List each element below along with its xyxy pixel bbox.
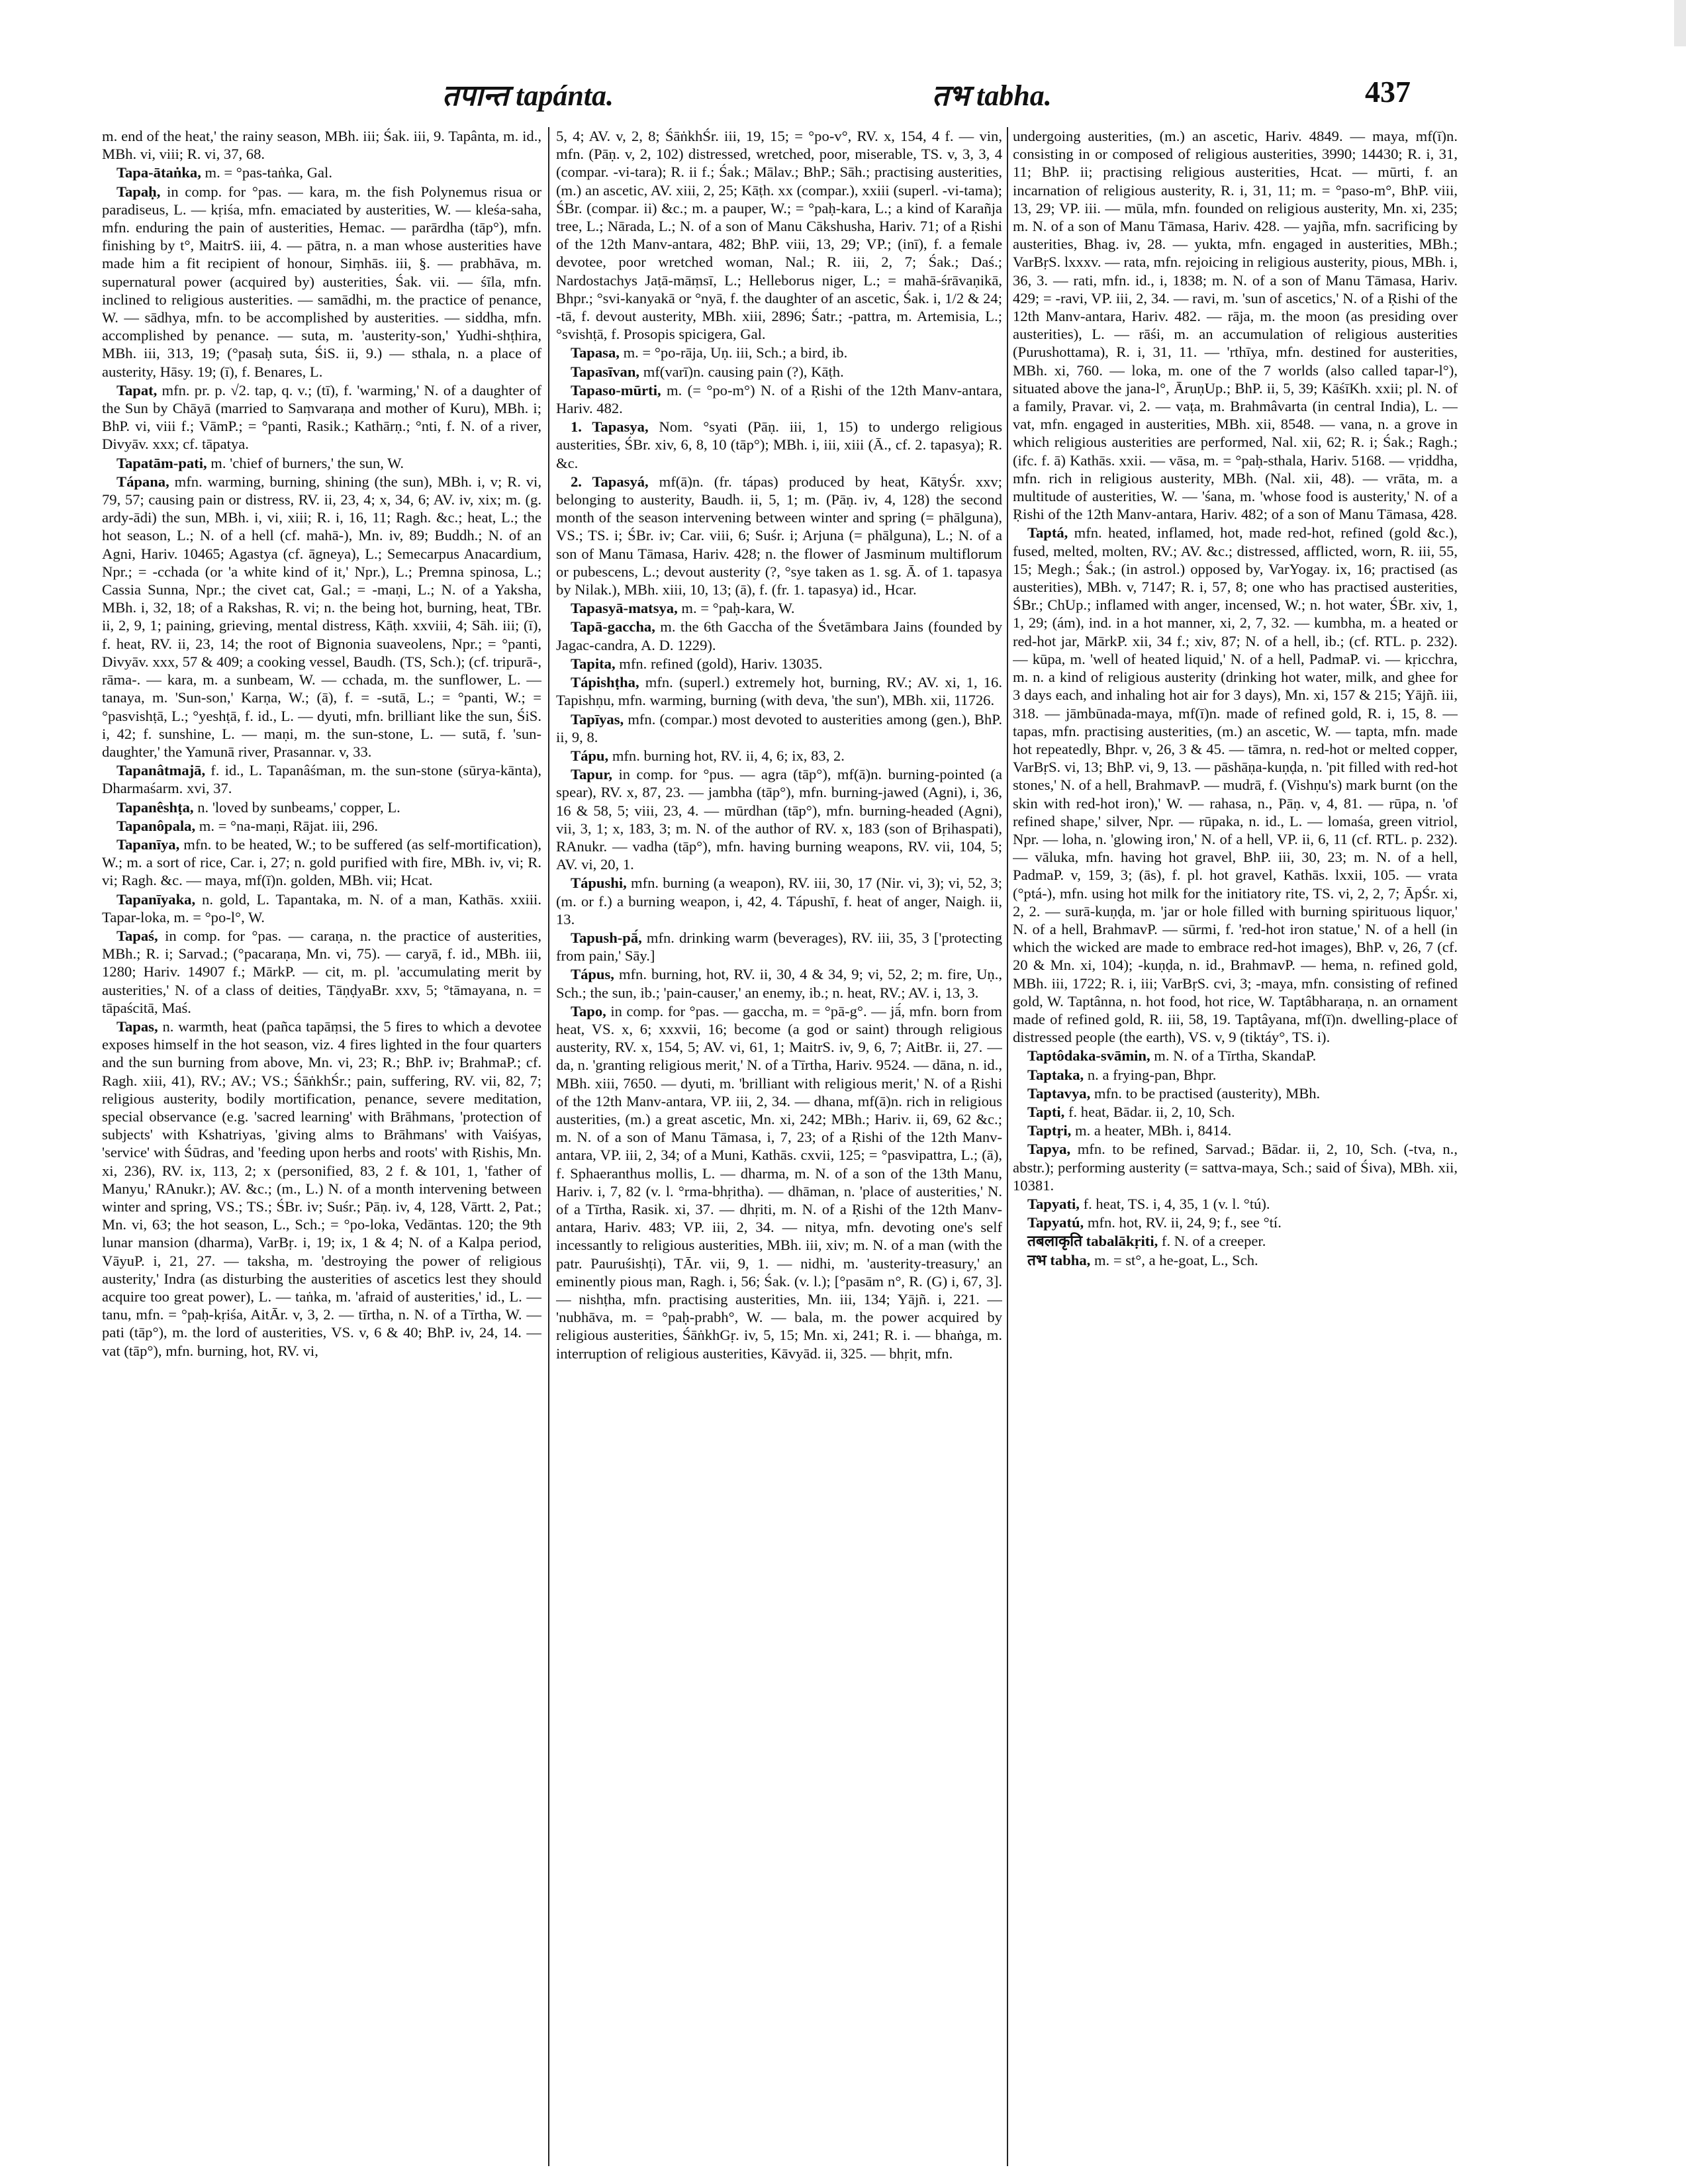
entry-definition: m. a heater, MBh. i, 8414. — [1075, 1122, 1232, 1139]
dictionary-entry — [556, 599, 1002, 617]
dictionary-entry — [556, 765, 1002, 873]
entry-definition: mfn. to be practised (austerity), MBh. — [1094, 1084, 1321, 1102]
entry-definition: mfn. to be refined, Sarvad.; Bādar. ii, 2, 10, Sch. (-tva, n., abstr.); performing austerity (= sattva-maya, Sch.; said of Śiva), MBh. xii, 10381. — [1013, 1141, 1458, 1194]
dictionary-entry — [1013, 1121, 1458, 1139]
column-3 — [1013, 127, 1458, 2146]
dictionary-entry — [1013, 1066, 1458, 1084]
dictionary-entry — [556, 929, 1002, 965]
entry-headword: Tapanêshṭa, — [117, 798, 194, 816]
entry-headword: तभ tabha, — [1027, 1251, 1091, 1268]
entry-headword: Tapasa, — [571, 344, 620, 361]
entry-definition: in comp. for °pas. — kara, m. the fish Polynemus risua or paradiseus, L. — kṛiśa, mfn. emaciated by austerities, W. — kleśa-saha, mfn. enduring the pain of austerities, Hemac. — parārdha (tāp°), mfn. finishing by t°, MaitrS. iii, 4. — pātra, n. a man whose austerities have made him a fit recipient of honour, Siṃhās. iii, §. — prabhāva, m. supernatural power (acquired by) austerities, Śak. vii. — śīla, mfn. inclined to religious austerities. — samādhi, m. the practice of penance, W. — sādhya, mfn. to be accomplished by austerities. — siddha, mfn. accomplished by penance. — suta, m. 'austerity-son,' Yudhi-shṭhira, MBh. iii, 313, 19; (°pasaḥ suta, ŚiS. ii, 9.) — sthala, n. a place of austerity, Hāsy. 19; (ī), f. Benares, L. — [102, 183, 541, 380]
dictionary-entry — [102, 761, 541, 797]
dictionary-entry — [1013, 524, 1458, 1046]
entry-headword: Tapya, — [1027, 1141, 1071, 1158]
entry-definition: mfn. hot, RV. ii, 24, 9; f., see °tí. — [1087, 1214, 1282, 1231]
entry-definition: mfn. burning, hot, RV. ii, 30, 4 & 34, 9; vi, 52, 2; m. fire, Uṇ., Sch.; the sun, ib.; 'pain-causer,' an enemy, ib.; n. heat, RV.; AV. i, 13, 3. — [556, 966, 1002, 1001]
entry-headword: Tapanôpala, — [117, 817, 196, 834]
entry-definition: m. = °po-rāja, Uṇ. iii, Sch.; a bird, ib. — [623, 344, 848, 361]
entry-headword: Tapaso-mūrti, — [571, 381, 661, 399]
entry-definition: mfn. pr. p. √2. tap, q. v.; (tī), f. 'warming,' N. of a daughter of the Sun by Chāyā (married to Saṃvaraṇa and mother of Kuru), MBh. i; BhP. vi, viii f.; VāmP.; = °panti, Rasik.; Kathārṇ.; °nti, f. N. of a river, Divyāv. xxx; cf. tāpatya. — [102, 381, 541, 453]
entry-headword: Tapatām-pati, — [117, 454, 207, 471]
dictionary-entry — [556, 673, 1002, 709]
entry-headword: Tapasīvan, — [571, 363, 640, 380]
dictionary-entry — [1013, 1084, 1458, 1102]
dictionary-entry — [556, 127, 1002, 343]
dictionary-entry — [556, 655, 1002, 673]
entry-definition: n. 'loved by sunbeams,' copper, L. — [197, 798, 400, 816]
entry-headword: Tapas, — [117, 1018, 158, 1035]
page-edge-shadow — [1674, 0, 1686, 46]
entry-definition: m. = st°, a he-goat, L., Sch. — [1094, 1251, 1258, 1268]
dictionary-entry — [1013, 1232, 1458, 1250]
entry-headword: Tapīyas, — [571, 710, 624, 728]
dictionary-entry — [102, 927, 541, 1017]
entry-headword: Tapaḥ, — [117, 183, 161, 200]
entry-headword: Taptaka, — [1027, 1066, 1084, 1083]
dictionary-entry — [556, 344, 1002, 361]
entry-headword: Tapyati, — [1027, 1195, 1080, 1212]
dictionary-entry — [556, 363, 1002, 381]
entry-headword: Tapita, — [571, 655, 616, 672]
entry-definition: mfn. warming, burning, shining (the sun), MBh. i, v; R. vi, 79, 57; causing pain or distress, RV. ii, 23, 4; x, 34, 6; AV. iv, xix; m. (g. ardy-ādi) the sun, MBh. i, vi, xiii; R. i, 16, 11; Ragh. &c.; heat, L.; the hot season, L.; N. of a hell (cf. mahā-), Mn. iv, 89; Buddh.; N. of an Agni, Hariv. 10465; Agastya (cf. āgneya), L.; Semecarpus Anacardium, Npr.; = -cchada (or 'a white kind of it,' Npr.), L.; Premna spinosa, L.; Cassia Sunna, Npr.; the civet cat, Gal.; = -maṇi, L.; N. of a Yaksha, MBh. i, 32, 18; of a Rakshas, R. vi; n. the being hot, burning, heat, TBr. ii, 2, 9, 1; paining, grieving, mental distress, Kāṭh. xxviii, 4; Sāh. iii; (ī), f. heat, RV. ii, 23, 14; the root of Bignonia suaveolens, Npr.; = °panti, Divyāv. xxx, 57 & 409; a cooking vessel, Baudh. (TS, Sch.); (cf. tripurā-, rāma-. — kara, m. a sunbeam, W. — cchada, m. the sunflower, L. — tanaya, m. 'Sun-son,' Karṇa, W.; (ā), f. = -sutā, L.; = °panti, W.; = °pasvishṭā, L.; °yeshṭā, f. id., L. — dyuti, mfn. brilliant like the sun, ŚiS. i, 42; f. sunshine, L. — maṇi, m. the sun-stone, L. — sutā, f. 'sun-daughter,' the Yamunā river, Prasannar. v, 33. — [102, 473, 541, 760]
entry-definition: m. = °pas-taṅka, Gal. — [205, 164, 332, 181]
entry-definition: m. end of the heat,' the rainy season, MBh. iii; Śak. iii, 9. Tapânta, m. id., MBh. vi, viii; R. vi, 37, 68. — [102, 128, 541, 163]
dictionary-entry — [102, 127, 541, 163]
dictionary-entry — [102, 1018, 541, 1360]
header-left-catchword: तपान्त tapánta. — [442, 79, 614, 112]
entry-definition: mfn. drinking warm (beverages), RV. iii, 35, 3 ['protecting from pain,' Sāy.] — [556, 929, 1002, 965]
dictionary-entry — [1013, 1213, 1458, 1231]
dictionary-entry — [556, 473, 1002, 598]
entry-headword: 1. Tapasya, — [571, 418, 649, 436]
entry-headword: Taptôdaka-svāmin, — [1027, 1047, 1150, 1065]
entry-definition: mf(ā)n. (fr. tápas) produced by heat, KātyŚr. xxv; belonging to austerity, Baudh. ii, 5, 1; m. (Pāṇ. iv, 4, 128) the second month of the season intervening between winter and spring (= phālguna), VS.; TS. i; ŚBr. iv; Car. viii, 6; Suśr. i; Arjuna (= phālguna), L.; N. of a son of Manu Tāmasa, Hariv. 428; n. the flower of Jasminum multiflorum or pubescens, L.; devout austerity (?, °sye taken as 1. sg. Ā. of 1. tapasya by Nilak.), MBh. xiii, 10, 13; (ā), f. (fr. 1. tapasya) id., Hcar. — [556, 473, 1002, 598]
entry-headword: Tapyatú, — [1027, 1214, 1084, 1231]
dictionary-entry — [1013, 1140, 1458, 1194]
entry-definition: m. (= °po-m°) N. of a Ṛishi of the 12th Manv-antara, Hariv. 482. — [556, 381, 1002, 417]
entry-definition: mf(varī)n. causing pain (?), Kāṭh. — [643, 363, 844, 380]
entry-definition: undergoing austerities, (m.) an ascetic, Hariv. 4849. — maya, mf(ī)n. consisting in or composed of religious austerities, 3990; 14430; R. i, 31, 11; BhP. ii; practising religious austerities, Hcat. — mūrti, f. an incarnation of religious austerity, R. i, 31, 11; m. = °paso-m°, BhP. viii, 13, 29; VP. iii. — mūla, mfn. founded on religious austerity, Mn. xi, 235; m. N. of a son of Manu Tāmasa, Hariv. 428. — yajña, mfn. sacrificing by austerities, Bhag. iv, 28. — yukta, mfn. engaged in austerities, MBh.; VarBṛS. lxxxv. — rata, mfn. rejoicing in religious austerity, pious, MBh. i, 36, 3. — rati, mfn. id., i, 1838; m. N. of a son of Manu Tāmasa, Hariv. 429; = -ravi, VP. iii, 2, 34. — ravi, m. 'sun of ascetics,' N. of a Ṛishi of the 12th Manv-antara, Hariv. 482. — rāja, m. the moon (as presiding over austerities), L. — rāśi, m. an accumulation of religious austerities (Purushottama), R. i, 31, 11. — 'rthīya, mfn. destined for austerities, MBh. xi, 760. — loka, m. one of the 7 worlds (also called tapar-l°), situated above the jana-l°, ĀruṇUp.; BhP. ii, 5, 39; KāśīKh. xxii; pl. N. of a family, Pravar. vi, 2. — vaṭa, m. Brahmâvarta (in central India), L. — vat, mfn. engaged in austerities, MBh. xii, 8548. — vana, n. a grove in which religious austerities are performed, Nal. xii, 62; R. i; Śak.; Ragh.; (ifc. f. ā) Kathās. xxii. — vāsa, m. = °paḥ-sthala, Hariv. 5168. — vṛiddha, mfn. rich in religious austerity, MBh. (Nal. xii, 48). — vrāta, m. a multitude of austerities, W. — 'śana, m. 'whose food is austerity,' N. of a Ṛishi of the 12th Manv-antara, Hariv. 482; of a son of Manu Tāmasa, 428. — [1013, 128, 1458, 523]
entry-definition: mfn. heated, inflamed, hot, made red-hot, refined (gold &c.), fused, melted, molten, RV.; AV. &c.; distressed, afflicted, worn, R. iii, 55, 15; Megh.; Śak.; (in astrol.) opposed by, VarYogay. ix, 16; practised (as austerities), MBh. v, 7147; R. i, 57, 8; one who has practised austerities, ŚBr.; ChUp.; inflamed with anger, incensed, W.; n. hot water, ŚBr. xiv, 1, 1, 29; (ám), ind. in a hot manner, xi, 2, 7, 32. — kumbha, m. a heated or red-hot jar, MārkP. xii, 34 f.; xiv, 87; N. of a hell, ib.; (cf. RTL. p. 232). — kūpa, m. 'well of heated liquid,' N. of a hell, PadmaP. vi. — kṛicchra, m. n. a kind of religious austerity (drinking hot water, milk, and ghee for 3 days each, and inhaling hot air for 3 days), Mn. xi, 157 & 215; Yājñ. iii, 318. — jāmbūnada-maya, mf(ī)n. made of refined gold, R. i, 15, 8. — tapas, mfn. practising austerities, (m.) an ascetic, W. — tapta, mfn. made hot repeatedly, Bhpr. v, 26, 3 & 45. — tāmra, n. red-hot or melted copper, VarBṛS. vi, 13; BhP. vi, 9, 13. — pāshāṇa-kuṇḍa, n. 'pit filled with red-hot stones,' N. of a hell, BrahmavP. — mudrā, f. (Vishṇu's) mark burnt (on the skin with red-hot iron),' W. — rahasa, n., Pāṇ. v, 4, 81. — rūpa, n. 'of refined shape,' silver, Npr. — rūpaka, n. id., L. — lomaśa, green vitriol, Npr. — loha, n. 'glowing iron,' N. of a hell, VP. ii, 6, 11 (cf. RTL. p. 232). — vāluka, mfn. having hot gravel, BhP. iii, 30, 23; m. N. of a hell, PadmaP. v, 159, 3; (ās), f. pl. hot gravel, Kathās. lxxii, 105. — vrata (°ptá-), mfn. using hot milk for the initiatory rite, TS. vi, 2, 2, 7; ĀpŚr. xi, 2, 2. — surā-kuṇḍa, m. 'jar or hole filled with burning spirituous liquor,' N. of a hell, BrahmavP. — sūrmi, f. 'red-hot iron statue,' N. of a hell (in which the wicked are made to embrace red-hot images), BhP. v, 26, 7 (cf. 20 & Mn. xi, 104); -kuṇḍa, n. id., BrahmavP. — hema, n. refined gold, MBh. iii, 1722; R. i, iii; VarBṛS. cvi, 3; -maya, mfn. consisting of refined gold, W. Taptânna, n. hot food, hot rice, W. Taptâbharaṇa, n. an ornament made of refined gold, R. iii, 58, 19. Taptâyana, mf(ī)n. dwelling-place of distressed people (the earth), VS. v, 9 (tiktáy°, TS. i). — [1013, 524, 1458, 1046]
entry-definition: n. gold, L. Tapantaka, m. N. of a man, Kathās. xxiii. Tapar-loka, m. = °po-l°, W. — [102, 890, 541, 926]
entry-definition: 5, 4; AV. v, 2, 8; ŚāṅkhŚr. iii, 19, 15; = °po-v°, RV. x, 154, 4 f. — vin, mfn. (Pāṇ. v, 2, 102) distressed, wretched, poor, miserable, TS. v, 3, 3, 4 (compar. -vi-tara); R. ii f.; Śak.; Mālav.; BhP.; Sāh.; practising austerities, (m.) an ascetic, AV. xiii, 2, 25; Kāṭh. xx (compar.), xxiii (superl. -vi-tama); ŚBr. (compar. ii) &c.; m. a pauper, W.; = °paḥ-kara, L.; a kind of Karañja tree, L.; Nārada, L.; N. of a son of Manu Cākshusha, Hariv. 71; of a Ṛishi of the 12th Manv-antara, 482; BhP. viii, 13, 29; VP.; (inī), f. a female devotee, poor wretched woman, Nal.; R. iii, 2, 7; Śak.; Daś.; Nardostachys Jaṭā-māṃsī, L.; Helleborus niger, L.; = mahā-śrāvaṇikā, Bhpr.; °svi-kanyakā or °nyā, f. the daughter of an ascetic, Śak. i, 1/2 & 24; -tā, f. devout austerity, MBh. xiii, 2896; Śatr.; -pattra, m. Artemisia, L.; °svishṭā, f. Prosopis spicigera, Gal. — [556, 128, 1002, 343]
dictionary-entry — [102, 835, 541, 890]
entry-headword: Tapush-pā́, — [571, 929, 642, 946]
dictionary-entry — [102, 454, 541, 472]
entry-headword: Tápu, — [571, 747, 609, 764]
dictionary-entry — [102, 798, 541, 816]
entry-headword: Tapaś, — [117, 927, 158, 944]
dictionary-entry — [102, 817, 541, 835]
entry-definition: in comp. for °pas. — gaccha, m. = °pā-g°. — jā́, mfn. born from heat, VS. x, 6; xxxvii, 16; become (a god or saint) through religious austerity, RV. x, 154, 5; AV. vi, 61, 1; MaitrS. iv, 9, 6, 7; AitBr. ii, 27. — da, n. 'granting religious merit,' N. of a Tīrtha, Hariv. 9524. — dāna, n. id., MBh. xiii, 7650. — dyuti, m. 'brilliant with religious merit,' N. of a Ṛishi of the 12th Manv-antara, VP. iii, 2, 34. — dhana, mf(ā)n. rich in religious austerities, (m.) a great ascetic, Mn. xi, 242; MBh.; Hariv. ii, 69, 62 &c.; m. N. of a son of Manu Tāmasa, i, 7, 23; of a Ṛishi of the 12th Manv-antara, VP. iii, 2, 34; of a Muni, Kathās. cxvii, 125; = °pasvipattra, L.; (ā), f. Sphaeranthus mollis, L. — dharma, m. N. of a son of the 13th Manu, Hariv. i, 7, 82 (v. l. °rma-bhṛitha). — dhāman, n. 'place of austerities,' N. of a Tīrtha, Rasik. xi, 37. — dhṛiti, m. N. of a Ṛishi of the 12th Manv-antara, Hariv. 483; VP. iii, 2, 34. — nitya, mfn. devoting one's self incessantly to religious austerities, MBh. iii, xiv; m. N. of a man (with the patr. Pauruśishṭi), TĀr. vii, 9, 1. — nidhi, m. 'austerity-treasury,' an eminently pious man, Ragh. i, 56; Śak. (v. l.); [°pasām n°, R. (G) i, 67, 3]. — nishṭha, mfn. practising austerities, Mn. iii, 134; Yājñ. i, 221. — 'nubhāva, m. = °paḥ-prabh°, W. — bala, m. the power acquired by religious austerities, ŚāṅkhGṛ. iv, 5, 15; Mn. xi, 241; R. i. — bhaṅga, m. interruption of religious austerities, Kāvyād. ii, 325. — bhṛit, mfn. — [556, 1002, 1002, 1362]
entry-headword: Taptṛi, — [1027, 1122, 1072, 1139]
entry-definition: n. warmth, heat (pañca tapāṃsi, the 5 fires to which a devotee exposes himself in the hot season, viz. 4 fires lighted in the four quarters and the sun burning from above, Mn. vi, 23; R.; BhP. iv; BrahmaP.; cf. Ragh. xiii, 41), RV.; AV.; VS.; ŚāṅkhŚr.; pain, suffering, RV. vii, 82, 7; religious austerity, bodily mortification, penance, severe meditation, special observance (e.g. 'sacred learning' with Brāhmans, 'protection of subjects' with Kshatriyas, 'giving alms to Brāhmans' with Vaiśyas, 'service' with Śūdras, and 'feeding upon herbs and roots' with Ṛishis, Mn. xi, 236), RV. ix, 113, 2; x (personified, 83, 2 f. & 101, 1, 'father of Manyu,' RAnukr.); AV. &c.; (m., L.) N. of a month intervening between winter and spring, VS.; TS.; ŚBr. iv; Suśr.; Pāṇ. iv, 4, 128, Vārtt. 2, Pat.; Mn. vi, 63; the hot season, L., Sch.; = °po-loka, Vedāntas. 120; the 9th lunar mansion (dharma), VarBṛ. i, 19; ix, 1 & 4; N. of a Kalpa period, VāyuP. i, 21, 27. — taksha, m. 'destroying the power of religious austerity,' Indra (as disturbing the austerities of ascetics lest they should acquire too great power), L. — taṅka, m. 'afraid of austerities,' id., L. — tanu, mfn. = °paḥ-kṛiśa, AitĀr. v, 3, 2. — tīrtha, n. N. of a Tīrtha, W. — pati (tāp°), m. the lord of austerities, VS. v, 6 & 40; BhP. iv, 24, 14. — vat (tāp°), mfn. burning, hot, RV. vi, — [102, 1018, 541, 1359]
entry-definition: mfn. (superl.) extremely hot, burning, RV.; AV. xi, 1, 16. Tapishṇu, mfn. warming, burning (with deva, 'the sun'), MBh. xii, 11726. — [556, 674, 1002, 709]
entry-headword: Taptavya, — [1027, 1084, 1091, 1102]
entry-headword: Tápus, — [571, 966, 614, 983]
dictionary-entry — [1013, 1251, 1458, 1269]
dictionary-entry — [102, 164, 541, 181]
dictionary-entry — [556, 381, 1002, 417]
column-1 — [102, 127, 541, 2146]
entry-definition: in comp. for °pas. — caraṇa, n. the practice of austerities, MBh.; R. i; Sarvad.; (°pacaraṇa, Mn. vi, 75). — caryā, f. id., MBh. iii, 1280; Hariv. 14907 f.; MārkP. — cit, m. pl. 'accumulating merit by austerities,' N. of a class of deities, TāṇḍyaBr. xxv, 5; °tāmayana, n. = tāpaścitā, Maś. — [102, 927, 541, 1016]
entry-headword: Tápana, — [117, 473, 169, 490]
dictionary-entry — [102, 890, 541, 926]
entry-definition: mfn. burning hot, RV. ii, 4, 6; ix, 83, 2. — [612, 747, 845, 764]
entry-definition: mfn. burning (a weapon), RV. iii, 30, 17 (Nir. vi, 3); vi, 52, 3; (m. or f.) a burning weapon, i, 42, 4. Tápushī, f. heat of anger, Naigh. ii, 13. — [556, 875, 1002, 927]
entry-headword: Tapo, — [571, 1002, 606, 1020]
entry-definition: f. heat, Bādar. ii, 2, 10, Sch. — [1068, 1103, 1235, 1120]
column-2 — [556, 127, 1002, 2146]
entry-definition: f. id., L. Tapanâśman, m. the sun-stone (sūrya-kānta), Dharmaśarm. xvi, 37. — [102, 762, 541, 797]
entry-headword: Tápishṭha, — [571, 674, 639, 691]
entry-definition: m. the 6th Gaccha of the Śvetāmbara Jains (founded by Jagac-candra, A. D. 1229). — [556, 618, 1002, 653]
dictionary-entry — [556, 710, 1002, 746]
column-rule-right — [1007, 127, 1008, 2166]
entry-definition: m. = °paḥ-kara, W. — [681, 600, 795, 617]
dictionary-entry — [556, 418, 1002, 472]
entry-headword: 2. Tapasyá, — [571, 473, 649, 490]
dictionary-entry — [102, 183, 541, 381]
dictionary-entry — [556, 874, 1002, 928]
entry-headword: Tapanīya, — [117, 835, 180, 853]
entry-headword: Tapā-gaccha, — [571, 618, 655, 636]
dictionary-entry — [556, 618, 1002, 653]
entry-headword: Tapat, — [117, 381, 158, 399]
entry-definition: f. heat, TS. i, 4, 35, 1 (v. l. °tú). — [1083, 1195, 1270, 1212]
dictionary-entry — [1013, 127, 1458, 523]
column-rule-left — [548, 127, 549, 2166]
dictionary-entry — [1013, 1103, 1458, 1121]
page-header — [0, 74, 1686, 120]
dictionary-entry — [102, 381, 541, 453]
entry-definition: m. N. of a Tīrtha, SkandaP. — [1154, 1047, 1317, 1065]
entry-headword: Tapanīyaka, — [117, 890, 196, 908]
entry-headword: Tapasyā-matsya, — [571, 600, 678, 617]
dictionary-entry — [556, 965, 1002, 1001]
dictionary-entry — [102, 473, 541, 761]
entry-headword: Tapa-ātaṅka, — [117, 164, 201, 181]
entry-definition: in comp. for °pus. — agra (tāp°), mf(ā)n. burning-pointed (a spear), RV. x, 87, 23. — jambha (tāp°), mfn. burning-jawed (Agni), i, 36, 16 & 58, 5; viii, 23, 4. — mūrdhan (tāp°), mfn. burning-headed (Agni), vii, 3, 1; x, 183, 3; m. N. of the author of RV. x, 183 (son of Bṛihaspati), RAnukr. — vadha (tāp°), mfn. having burning weapons, RV. vii, 104, 5; AV. vi, 20, 1. — [556, 766, 1002, 873]
dictionary-entry — [556, 1002, 1002, 1362]
entry-headword: Tapanâtmajā, — [117, 762, 206, 779]
page-number: 437 — [1365, 75, 1411, 109]
entry-definition: mfn. (compar.) most devoted to austerities among (gen.), BhP. ii, 9, 8. — [556, 710, 1002, 745]
entry-definition: n. a frying-pan, Bhpr. — [1087, 1066, 1217, 1083]
header-middle-catchword: तभ tabha. — [932, 79, 1052, 112]
entry-headword: Tápushi, — [571, 875, 627, 892]
entry-definition: f. N. of a creeper. — [1161, 1233, 1266, 1250]
entry-definition: m. 'chief of burners,' the sun, W. — [211, 454, 404, 471]
dictionary-entry — [556, 747, 1002, 765]
dictionary-entry — [1013, 1047, 1458, 1065]
dictionary-entry — [1013, 1195, 1458, 1213]
entry-headword: Tapti, — [1027, 1103, 1065, 1120]
entry-headword: Tapur, — [571, 766, 613, 783]
entry-definition: mfn. refined (gold), Hariv. 13035. — [619, 655, 823, 672]
entry-headword: तबलाकृति tabalākṛiti, — [1027, 1233, 1158, 1250]
entry-definition: Nom. °syati (Pāṇ. iii, 1, 15) to undergo religious austerities, ŚBr. xiv, 6, 8, 10 (tāp°); MBh. i, iii, xiii (Ā., cf. 2. tapasya); R. &c. — [556, 418, 1002, 471]
entry-definition: mfn. to be heated, W.; to be suffered (as self-mortification), W.; m. a sort of rice, Car. i, 27; n. gold purified with fire, MBh. iv, vi; R. vi; Ragh. &c. — maya, mf(ī)n. golden, MBh. vii; Hcat. — [102, 835, 541, 889]
entry-definition: m. = °na-maṇi, Rājat. iii, 296. — [199, 817, 379, 834]
entry-headword: Taptá, — [1027, 524, 1068, 542]
